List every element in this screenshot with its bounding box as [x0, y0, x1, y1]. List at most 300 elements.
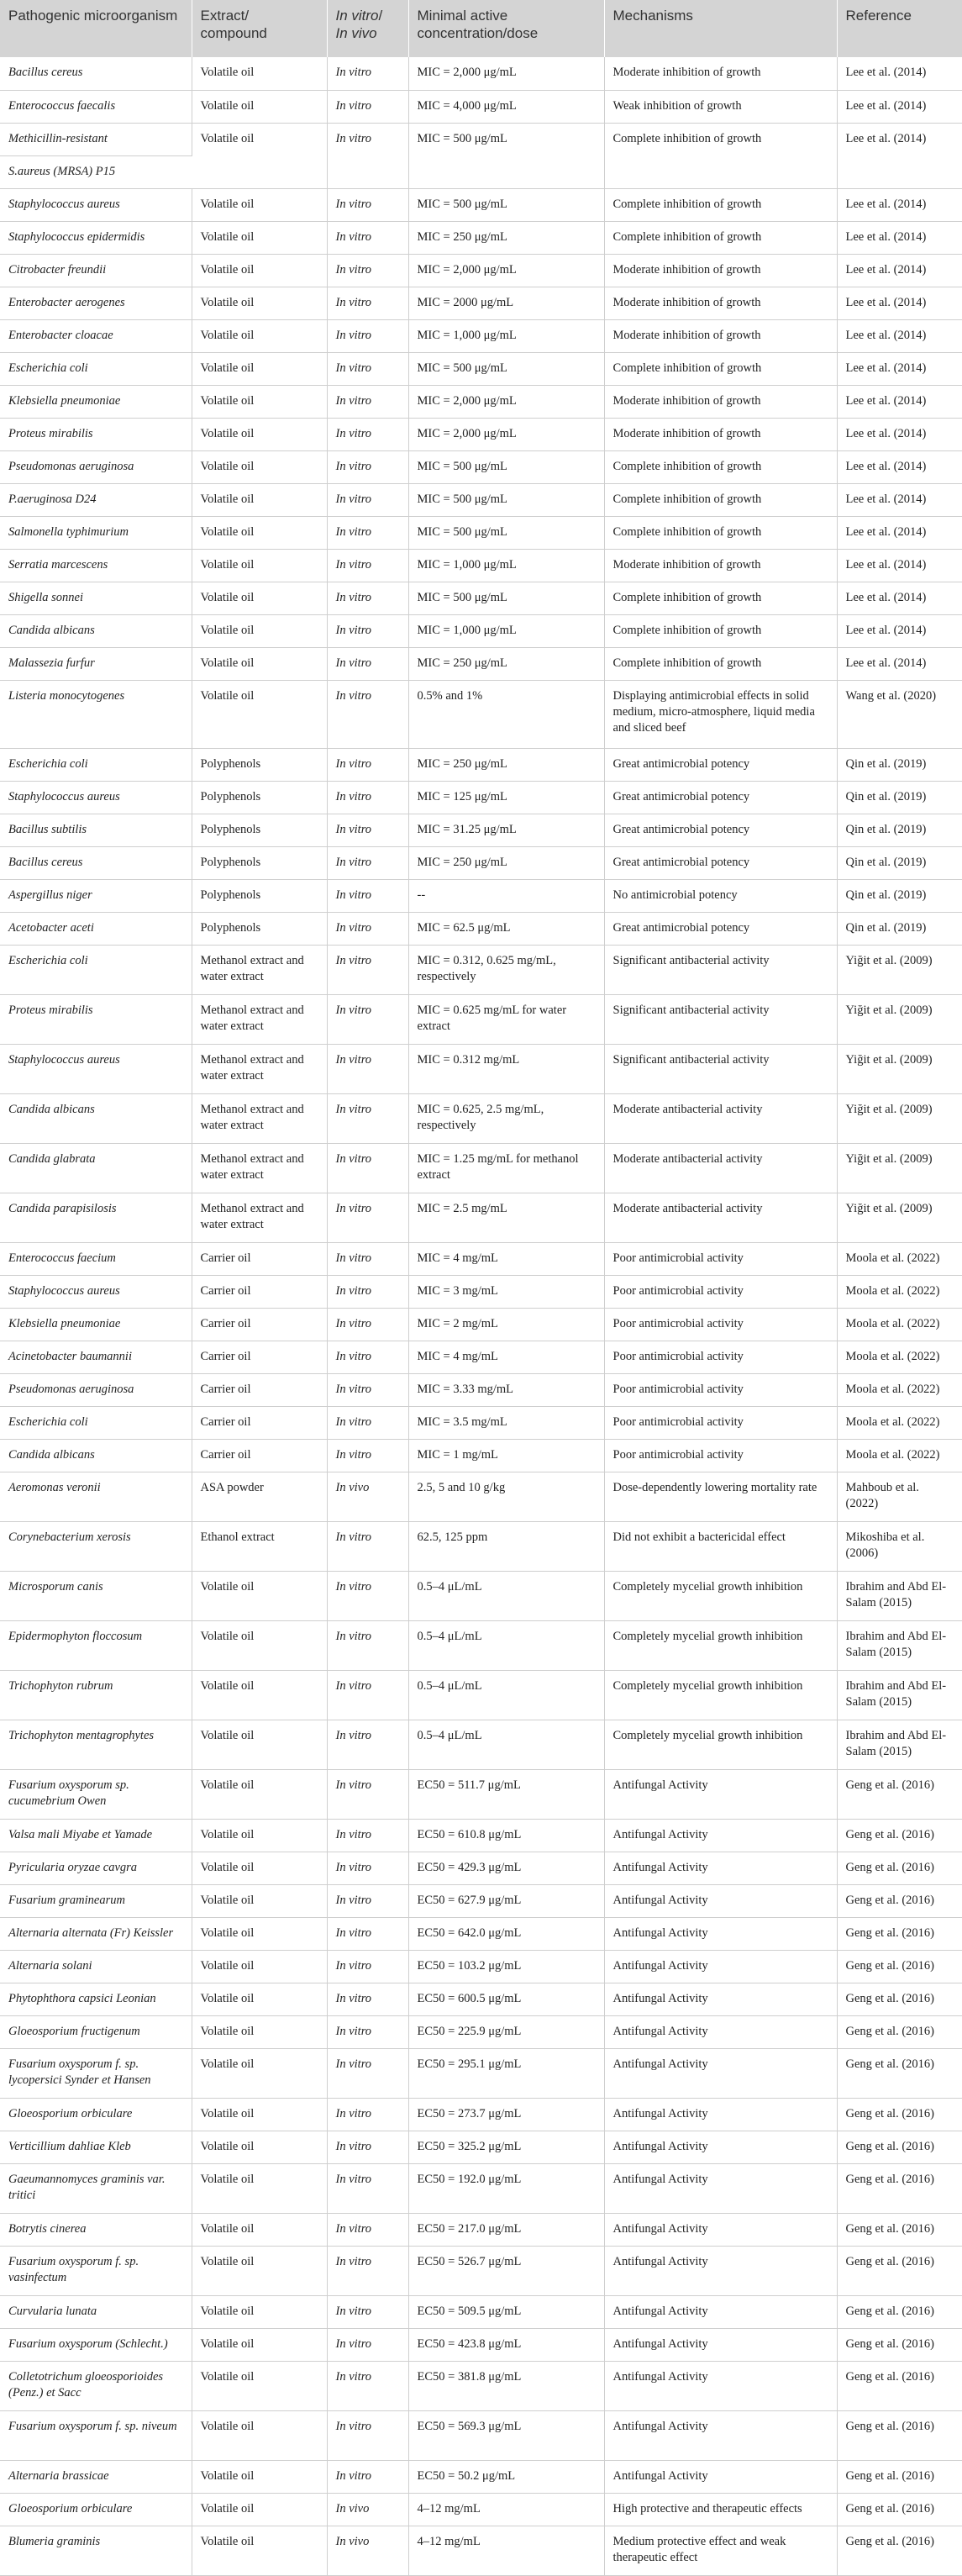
organism-cell: Klebsiella pneumoniae [0, 385, 192, 418]
organism-cell: Shigella sonnei [0, 582, 192, 614]
model-cell: In vitro [327, 352, 408, 385]
extract-cell: Volatile oil [192, 614, 327, 647]
reference-cell: Lee et al. (2014) [837, 254, 962, 287]
mechanism-cell: Moderate inhibition of growth [604, 549, 837, 582]
extract-cell: Polyphenols [192, 814, 327, 846]
model-cell: In vitro [327, 1093, 408, 1143]
organism-cell: Enterobacter cloacae [0, 319, 192, 352]
mechanism-cell: Moderate inhibition of growth [604, 418, 837, 450]
model-cell: In vitro [327, 1193, 408, 1242]
reference-cell: Lee et al. (2014) [837, 57, 962, 90]
organism-cell: Staphylococcus epidermidis [0, 221, 192, 254]
model-cell: In vitro [327, 781, 408, 814]
model-cell: In vitro [327, 1720, 408, 1769]
header-mechanisms: Mechanisms [604, 0, 837, 57]
reference-cell: Yiğit et al. (2009) [837, 1193, 962, 1242]
extract-cell: Volatile oil [192, 2460, 327, 2493]
table-row [0, 582, 962, 614]
mechanism-cell: Poor antimicrobial activity [604, 1275, 837, 1308]
extract-cell: Volatile oil [192, 123, 327, 188]
model-cell: In vitro [327, 1308, 408, 1341]
table-row [0, 781, 962, 814]
table-row [0, 352, 962, 385]
dose-cell: MIC = 3 mg/mL [408, 1275, 604, 1308]
table-row [0, 1143, 962, 1193]
table-row [0, 945, 962, 994]
header-model [327, 0, 408, 57]
mechanism-cell: Antifungal Activity [604, 1950, 837, 1983]
model-cell: In vitro [327, 2410, 408, 2460]
organism-cell: Escherichia coli [0, 945, 192, 994]
mechanism-cell: Antifungal Activity [604, 1819, 837, 1852]
extract-cell: Volatile oil [192, 483, 327, 516]
dose-cell: EC50 = 600.5 μg/mL [408, 1983, 604, 2015]
reference-cell: Geng et al. (2016) [837, 1950, 962, 1983]
extract-cell: Volatile oil [192, 549, 327, 582]
reference-cell: Qin et al. (2019) [837, 814, 962, 846]
organism-cell: Alternaria alternata (Fr) Keissler [0, 1917, 192, 1950]
dose-cell: 4–12 mg/mL [408, 2493, 604, 2526]
model-cell: In vitro [327, 1521, 408, 1571]
mechanism-cell: Antifungal Activity [604, 2295, 837, 2328]
extract-cell: Volatile oil [192, 385, 327, 418]
model-cell: In vitro [327, 1571, 408, 1620]
organism-cell: Blumeria graminis [0, 2526, 192, 2575]
extract-cell: Carrier oil [192, 1242, 327, 1275]
model-cell: In vitro [327, 385, 408, 418]
model-cell: In vitro [327, 123, 408, 188]
reference-cell: Moola et al. (2022) [837, 1406, 962, 1439]
mechanism-cell: Complete inhibition of growth [604, 188, 837, 221]
reference-cell: Ibrahim and Abd El-Salam (2015) [837, 1720, 962, 1769]
organism-cell: Klebsiella pneumoniae [0, 1308, 192, 1341]
organism-cell: Fusarium oxysporum f. sp. niveum [0, 2410, 192, 2460]
organism-cell: Escherichia coli [0, 1406, 192, 1439]
organism-cell: Alternaria brassicae [0, 2460, 192, 2493]
mechanism-cell: Antifungal Activity [604, 1769, 837, 1819]
table-row [0, 1571, 962, 1620]
organism-cell: Fusarium oxysporum (Schlecht.) [0, 2328, 192, 2361]
reference-cell: Moola et al. (2022) [837, 1439, 962, 1472]
extract-cell: Methanol extract and water extract [192, 1143, 327, 1193]
organism-cell: Aspergillus niger [0, 879, 192, 912]
organism-cell: Enterococcus faecium [0, 1242, 192, 1275]
extract-cell: Volatile oil [192, 90, 327, 123]
table-row [0, 680, 962, 748]
dose-cell: MIC = 4,000 μg/mL [408, 90, 604, 123]
dose-cell: EC50 = 225.9 μg/mL [408, 2015, 604, 2048]
table-row [0, 221, 962, 254]
reference-cell: Geng et al. (2016) [837, 2460, 962, 2493]
organism-cell: Pyricularia oryzae cavgra [0, 1852, 192, 1884]
reference-cell: Lee et al. (2014) [837, 418, 962, 450]
table-row [0, 2460, 962, 2493]
dose-cell: EC50 = 192.0 μg/mL [408, 2163, 604, 2213]
dose-cell: MIC = 0.312 mg/mL [408, 1044, 604, 1093]
extract-cell: Volatile oil [192, 2410, 327, 2460]
dose-cell: MIC = 0.625 mg/mL for water extract [408, 994, 604, 1044]
dose-cell: 0.5–4 μL/mL [408, 1571, 604, 1620]
header-organism: Pathogenic microorganism [0, 0, 192, 57]
mechanism-cell: Medium protective effect and weak therapeutic effect [604, 2526, 837, 2575]
table-row [0, 614, 962, 647]
extract-cell: Methanol extract and water extract [192, 945, 327, 994]
model-cell: In vitro [327, 1917, 408, 1950]
reference-cell: Qin et al. (2019) [837, 748, 962, 781]
extract-cell: Volatile oil [192, 2493, 327, 2526]
extract-cell: Polyphenols [192, 912, 327, 945]
mechanism-cell: Completely mycelial growth inhibition [604, 1670, 837, 1720]
dose-cell: MIC = 2,000 μg/mL [408, 418, 604, 450]
organism-cell: Trichophyton rubrum [0, 1670, 192, 1720]
reference-cell: Geng et al. (2016) [837, 2410, 962, 2460]
mechanism-cell: Weak inhibition of growth [604, 90, 837, 123]
table-row [0, 1439, 962, 1472]
table-row [0, 994, 962, 1044]
dose-cell: 62.5, 125 ppm [408, 1521, 604, 1571]
table-row [0, 287, 962, 319]
mechanism-cell: Poor antimicrobial activity [604, 1308, 837, 1341]
organism-cell: Fusarium oxysporum f. sp. lycopersici Synder et Hansen [0, 2048, 192, 2098]
organism-cell: Verticillium dahliae Kleb [0, 2131, 192, 2163]
mechanism-cell: Poor antimicrobial activity [604, 1341, 837, 1373]
reference-cell: Lee et al. (2014) [837, 647, 962, 680]
mechanism-cell: Antifungal Activity [604, 2131, 837, 2163]
dose-cell: MIC = 0.312, 0.625 mg/mL, respectively [408, 945, 604, 994]
model-cell: In vitro [327, 1406, 408, 1439]
extract-cell: Methanol extract and water extract [192, 1093, 327, 1143]
table-row [0, 2246, 962, 2295]
model-cell: In vitro [327, 2163, 408, 2213]
mechanism-cell: Completely mycelial growth inhibition [604, 1571, 837, 1620]
organism-cell: Gloeosporium fructigenum [0, 2015, 192, 2048]
reference-cell: Qin et al. (2019) [837, 879, 962, 912]
dose-cell: MIC = 250 μg/mL [408, 846, 604, 879]
extract-cell: Volatile oil [192, 2015, 327, 2048]
model-cell: In vitro [327, 912, 408, 945]
reference-cell: Lee et al. (2014) [837, 352, 962, 385]
dose-cell: 2.5, 5 and 10 g/kg [408, 1472, 604, 1521]
organism-cell: Bacillus cereus [0, 57, 192, 90]
mechanism-cell: Poor antimicrobial activity [604, 1406, 837, 1439]
table-row [0, 90, 962, 123]
reference-cell: Moola et al. (2022) [837, 1275, 962, 1308]
organism-cell: Acetobacter aceti [0, 912, 192, 945]
extract-cell: Volatile oil [192, 582, 327, 614]
reference-cell: Geng et al. (2016) [837, 2098, 962, 2131]
header-row [0, 0, 962, 57]
organism-cell: Valsa mali Miyabe et Yamade [0, 1819, 192, 1852]
extract-cell: Volatile oil [192, 2295, 327, 2328]
organism-cell: Pseudomonas aeruginosa [0, 1373, 192, 1406]
extract-cell: Polyphenols [192, 846, 327, 879]
mechanism-cell: Antifungal Activity [604, 1917, 837, 1950]
reference-cell: Lee et al. (2014) [837, 614, 962, 647]
extract-cell: Volatile oil [192, 1670, 327, 1720]
extract-cell: Volatile oil [192, 287, 327, 319]
mechanism-cell: Antifungal Activity [604, 2098, 837, 2131]
model-cell: In vitro [327, 2015, 408, 2048]
reference-cell: Moola et al. (2022) [837, 1242, 962, 1275]
reference-cell: Geng et al. (2016) [837, 2163, 962, 2213]
model-cell: In vitro [327, 614, 408, 647]
organism-cell: Pseudomonas aeruginosa [0, 450, 192, 483]
organism-cell: S.aureus (MRSA) P15 [0, 155, 192, 188]
table-row [0, 2098, 962, 2131]
reference-cell: Lee et al. (2014) [837, 188, 962, 221]
organism-cell: Proteus mirabilis [0, 418, 192, 450]
model-cell: In vitro [327, 1373, 408, 1406]
dose-cell: EC50 = 429.3 μg/mL [408, 1852, 604, 1884]
mechanism-cell: Poor antimicrobial activity [604, 1439, 837, 1472]
extract-cell: Volatile oil [192, 1769, 327, 1819]
mechanism-cell: Great antimicrobial potency [604, 748, 837, 781]
mechanism-cell: Moderate inhibition of growth [604, 319, 837, 352]
reference-cell: Geng et al. (2016) [837, 1983, 962, 2015]
model-cell: In vitro [327, 254, 408, 287]
extract-cell: Methanol extract and water extract [192, 994, 327, 1044]
mechanism-cell: Significant antibacterial activity [604, 945, 837, 994]
organism-cell: Bacillus cereus [0, 846, 192, 879]
model-cell: In vitro [327, 319, 408, 352]
reference-cell: Ibrahim and Abd El-Salam (2015) [837, 1670, 962, 1720]
mechanism-cell: Antifungal Activity [604, 2163, 837, 2213]
table-row [0, 2295, 962, 2328]
table-row [0, 1884, 962, 1917]
mechanism-cell: Dose-dependently lowering mortality rate [604, 1472, 837, 1521]
organism-cell: Curvularia lunata [0, 2295, 192, 2328]
extract-cell: Volatile oil [192, 1720, 327, 1769]
table-row [0, 1341, 962, 1373]
mechanism-cell: Antifungal Activity [604, 1852, 837, 1884]
dose-cell: MIC = 2,000 μg/mL [408, 385, 604, 418]
organism-cell: Citrobacter freundii [0, 254, 192, 287]
dose-cell: MIC = 250 μg/mL [408, 221, 604, 254]
mechanism-cell: Complete inhibition of growth [604, 614, 837, 647]
model-cell: In vitro [327, 2328, 408, 2361]
mechanism-cell: Moderate antibacterial activity [604, 1143, 837, 1193]
dose-cell: MIC = 1 mg/mL [408, 1439, 604, 1472]
reference-cell: Lee et al. (2014) [837, 221, 962, 254]
extract-cell: Carrier oil [192, 1439, 327, 1472]
table-row [0, 912, 962, 945]
extract-cell: Volatile oil [192, 2131, 327, 2163]
dose-cell: MIC = 2 mg/mL [408, 1308, 604, 1341]
reference-cell: Lee et al. (2014) [837, 582, 962, 614]
dose-cell: MIC = 2,000 μg/mL [408, 57, 604, 90]
table-row [0, 549, 962, 582]
table-row [0, 1670, 962, 1720]
organism-cell: Candida albicans [0, 614, 192, 647]
extract-cell: Methanol extract and water extract [192, 1193, 327, 1242]
model-cell: In vitro [327, 647, 408, 680]
dose-cell: EC50 = 325.2 μg/mL [408, 2131, 604, 2163]
table-row [0, 1275, 962, 1308]
organism-cell: Epidermophyton floccosum [0, 1620, 192, 1670]
table-row [0, 57, 962, 90]
organism-cell: Listeria monocytogenes [0, 680, 192, 748]
extract-cell: Volatile oil [192, 1983, 327, 2015]
model-cell: In vitro [327, 879, 408, 912]
extract-cell: Volatile oil [192, 1819, 327, 1852]
table-row [0, 1308, 962, 1341]
mechanism-cell: Poor antimicrobial activity [604, 1242, 837, 1275]
dose-cell: MIC = 1,000 μg/mL [408, 319, 604, 352]
dose-cell: MIC = 2.5 mg/mL [408, 1193, 604, 1242]
model-cell: In vitro [327, 748, 408, 781]
mechanism-cell: Antifungal Activity [604, 2246, 837, 2295]
mechanism-cell: Did not exhibit a bactericidal effect [604, 1521, 837, 1571]
table-row [0, 2048, 962, 2098]
table-row [0, 814, 962, 846]
dose-cell: EC50 = 217.0 μg/mL [408, 2213, 604, 2246]
model-cell: In vivo [327, 2526, 408, 2575]
model-cell: In vitro [327, 680, 408, 748]
organism-cell: Candida parapisilosis [0, 1193, 192, 1242]
model-cell: In vitro [327, 188, 408, 221]
dose-cell: MIC = 250 μg/mL [408, 647, 604, 680]
dose-cell: MIC = 2,000 μg/mL [408, 254, 604, 287]
header-extract: Extract/ compound [192, 0, 327, 57]
extract-cell: Volatile oil [192, 254, 327, 287]
reference-cell: Geng et al. (2016) [837, 2048, 962, 2098]
extract-cell: Polyphenols [192, 781, 327, 814]
extract-cell: Volatile oil [192, 516, 327, 549]
table-row [0, 2526, 962, 2575]
extract-cell: Volatile oil [192, 2163, 327, 2213]
dose-cell: MIC = 1.25 mg/mL for methanol extract [408, 1143, 604, 1193]
mechanism-cell: Great antimicrobial potency [604, 814, 837, 846]
table-row [0, 1769, 962, 1819]
model-cell: In vitro [327, 90, 408, 123]
extract-cell: Volatile oil [192, 2098, 327, 2131]
extract-cell: Volatile oil [192, 57, 327, 90]
extract-cell: Volatile oil [192, 2526, 327, 2575]
header-invitro: In vitro [335, 8, 379, 24]
model-cell: In vitro [327, 582, 408, 614]
dose-cell: MIC = 1,000 μg/mL [408, 614, 604, 647]
dose-cell: MIC = 1,000 μg/mL [408, 549, 604, 582]
reference-cell: Lee et al. (2014) [837, 516, 962, 549]
table-row [0, 1950, 962, 1983]
reference-cell: Wang et al. (2020) [837, 680, 962, 748]
extract-cell: Carrier oil [192, 1275, 327, 1308]
dose-cell: MIC = 500 μg/mL [408, 123, 604, 188]
model-cell: In vivo [327, 1472, 408, 1521]
dose-cell: MIC = 125 μg/mL [408, 781, 604, 814]
model-cell: In vitro [327, 1884, 408, 1917]
extract-cell: Volatile oil [192, 1852, 327, 1884]
mechanism-cell: Complete inhibition of growth [604, 123, 837, 188]
model-cell: In vitro [327, 516, 408, 549]
dose-cell: MIC = 500 μg/mL [408, 450, 604, 483]
model-cell: In vitro [327, 221, 408, 254]
header-dose: Minimal active concentration/dose [408, 0, 604, 57]
reference-cell: Ibrahim and Abd El-Salam (2015) [837, 1571, 962, 1620]
reference-cell: Geng et al. (2016) [837, 2526, 962, 2575]
extract-cell: Volatile oil [192, 418, 327, 450]
organism-cell: Corynebacterium xerosis [0, 1521, 192, 1571]
organism-cell: Staphylococcus aureus [0, 1044, 192, 1093]
mechanism-cell: Complete inhibition of growth [604, 516, 837, 549]
table-row [0, 748, 962, 781]
organism-cell: Fusarium oxysporum sp. cucumebrium Owen [0, 1769, 192, 1819]
model-cell: In vitro [327, 1852, 408, 1884]
table-row [0, 2131, 962, 2163]
reference-cell: Geng et al. (2016) [837, 1917, 962, 1950]
dose-cell: 0.5–4 μL/mL [408, 1670, 604, 1720]
reference-cell: Geng et al. (2016) [837, 2015, 962, 2048]
reference-cell: Lee et al. (2014) [837, 90, 962, 123]
table-row [0, 1373, 962, 1406]
organism-cell: Staphylococcus aureus [0, 1275, 192, 1308]
reference-cell: Moola et al. (2022) [837, 1308, 962, 1341]
reference-cell: Qin et al. (2019) [837, 912, 962, 945]
model-cell: In vitro [327, 2213, 408, 2246]
table-row [0, 2328, 962, 2361]
organism-cell: Bacillus subtilis [0, 814, 192, 846]
reference-cell: Lee et al. (2014) [837, 549, 962, 582]
table-row [0, 450, 962, 483]
organism-cell: Enterococcus faecalis [0, 90, 192, 123]
extract-cell: Volatile oil [192, 2213, 327, 2246]
dose-cell: MIC = 500 μg/mL [408, 483, 604, 516]
organism-cell: Microsporum canis [0, 1571, 192, 1620]
mechanism-cell: Antifungal Activity [604, 1884, 837, 1917]
reference-cell: Lee et al. (2014) [837, 319, 962, 352]
dose-cell: MIC = 3.33 mg/mL [408, 1373, 604, 1406]
organism-cell: Salmonella typhimurium [0, 516, 192, 549]
model-cell: In vitro [327, 1143, 408, 1193]
mechanism-cell: Moderate inhibition of growth [604, 287, 837, 319]
organism-cell: Botrytis cinerea [0, 2213, 192, 2246]
organism-cell: Colletotrichum gloeosporioides (Penz.) et Sacc [0, 2361, 192, 2410]
model-cell: In vitro [327, 1242, 408, 1275]
mechanism-cell: Great antimicrobial potency [604, 846, 837, 879]
reference-cell: Qin et al. (2019) [837, 846, 962, 879]
reference-cell: Geng et al. (2016) [837, 2246, 962, 2295]
extract-cell: ASA powder [192, 1472, 327, 1521]
dose-cell: MIC = 500 μg/mL [408, 582, 604, 614]
table-row [0, 1983, 962, 2015]
extract-cell: Volatile oil [192, 352, 327, 385]
table-row [0, 1819, 962, 1852]
organism-cell: P.aeruginosa D24 [0, 483, 192, 516]
mechanism-cell: Moderate inhibition of growth [604, 254, 837, 287]
table-row [0, 2493, 962, 2526]
table-row [0, 319, 962, 352]
extract-cell: Volatile oil [192, 188, 327, 221]
reference-cell: Lee et al. (2014) [837, 483, 962, 516]
mechanism-cell: Antifungal Activity [604, 2213, 837, 2246]
dose-cell: MIC = 250 μg/mL [408, 748, 604, 781]
extract-cell: Volatile oil [192, 450, 327, 483]
mechanism-cell: Antifungal Activity [604, 2015, 837, 2048]
reference-cell: Geng et al. (2016) [837, 1852, 962, 1884]
model-cell: In vitro [327, 814, 408, 846]
table-row [0, 1242, 962, 1275]
model-cell: In vitro [327, 1620, 408, 1670]
extract-cell: Polyphenols [192, 879, 327, 912]
table-row [0, 516, 962, 549]
model-cell: In vitro [327, 2098, 408, 2131]
dose-cell: MIC = 500 μg/mL [408, 516, 604, 549]
organism-cell: Serratia marcescens [0, 549, 192, 582]
reference-cell: Lee et al. (2014) [837, 385, 962, 418]
organism-cell: Trichophyton mentagrophytes [0, 1720, 192, 1769]
dose-cell: MIC = 31.25 μg/mL [408, 814, 604, 846]
model-cell: In vitro [327, 2460, 408, 2493]
